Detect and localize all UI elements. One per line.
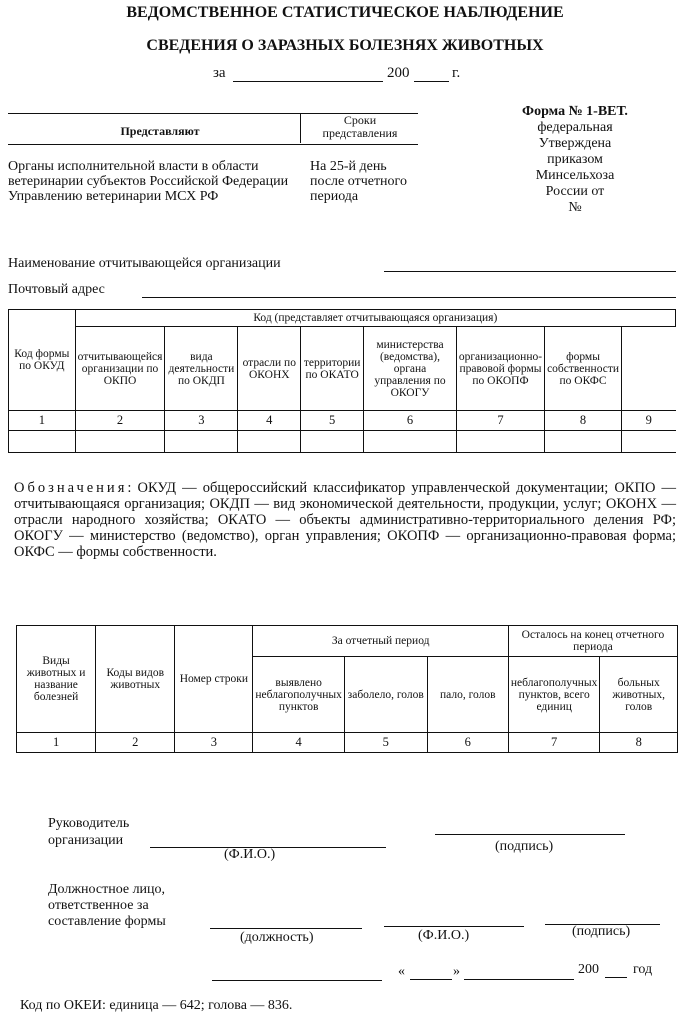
code-col-okopf: организационно-правовой формы по ОКОПФ xyxy=(456,327,544,411)
code-cell-3[interactable] xyxy=(165,431,238,453)
address-field[interactable] xyxy=(142,297,676,298)
main-col-sick: заболело, голов xyxy=(344,657,427,733)
legend-text xyxy=(14,480,676,560)
submit-col1-head: Представляют xyxy=(120,124,200,138)
submit-col1-text: Органы исполнительной власти в области ветеринарии субъектов Российской Федерации Управлению ветеринарии МСХ РФ xyxy=(8,159,289,204)
phone-field[interactable] xyxy=(212,980,382,981)
quote-open: « xyxy=(398,964,405,979)
main-num-1: 1 xyxy=(17,733,96,753)
document-title: ВЕДОМСТВЕННОЕ СТАТИСТИЧЕСКОЕ НАБЛЮДЕНИЕ xyxy=(126,4,564,21)
main-col-animals: больных животных, голов xyxy=(600,657,678,733)
code-num-4: 4 xyxy=(238,411,301,431)
form-info-line4: приказом xyxy=(547,152,603,167)
head-label xyxy=(48,815,129,849)
official-label-line1: Должностное лицо, xyxy=(48,882,166,897)
official-label-line2: ответственное за xyxy=(48,898,149,913)
org-name-label: Наименование отчитывающейся организации xyxy=(8,256,281,271)
official-fio-caption: (Ф.И.О.) xyxy=(418,928,470,943)
month-field[interactable] xyxy=(464,979,574,980)
code-num-8: 8 xyxy=(545,411,622,431)
main-col-row-num: Номер строки xyxy=(175,626,253,733)
code-num-7: 7 xyxy=(456,411,544,431)
submit-col2-text: На 25-й день после отчетного периода xyxy=(310,159,407,204)
legend-body: : ОКУД — общероссийский классификатор управленческой документации; ОКПО — отчитывающаяся организация; ОКДП — вид экономической деятельности, продукции, услуг; ОКОНХ — отрасли народного хозяйства; ОКАТО — объекты административно-территориального деления РФ; ОКОГУ — министерство (ведомство), орган управления; ОКОПФ — организационно-правовая форма; ОКФС — формы собственности. xyxy=(14,480,676,560)
form-info-line5: Минсельхоза xyxy=(535,168,615,183)
code-cell-8[interactable] xyxy=(545,431,622,453)
head-signature-caption: (подпись) xyxy=(495,839,554,854)
main-group-end: Осталось на конец отчетного периода xyxy=(508,626,677,657)
main-num-8: 8 xyxy=(600,733,678,753)
main-num-2: 2 xyxy=(96,733,175,753)
date-year-suffix: год xyxy=(633,962,653,977)
code-col-okpo: отчитывающейся организации по ОКПО xyxy=(75,327,165,411)
org-name-field[interactable] xyxy=(384,271,676,272)
code-col-okato: территории по ОКАТО xyxy=(301,327,364,411)
code-col-okonh: отрасли по ОКОНХ xyxy=(238,327,301,411)
day-field[interactable] xyxy=(410,979,452,980)
official-position-field[interactable] xyxy=(210,928,362,929)
quote-close: » xyxy=(453,964,460,979)
code-num-9: 9 xyxy=(622,411,676,431)
form-info-line3: Утверждена xyxy=(538,136,612,151)
form-info-line2: федеральная xyxy=(537,120,613,135)
code-cell-5[interactable] xyxy=(301,431,364,453)
document-subtitle: СВЕДЕНИЯ О ЗАРАЗНЫХ БОЛЕЗНЯХ ЖИВОТНЫХ xyxy=(146,37,544,54)
main-num-3: 3 xyxy=(175,733,253,753)
submit-col2-head: Сроки представления xyxy=(322,113,398,140)
code-num-2: 2 xyxy=(75,411,165,431)
code-col-extra xyxy=(622,327,676,411)
main-col-codes: Коды видов животных xyxy=(96,626,175,733)
year-suffix: г. xyxy=(452,65,461,81)
date-year-prefix: 200 xyxy=(578,962,599,977)
main-group-period: За отчетный период xyxy=(253,626,509,657)
code-col-okud: Код формы по ОКУД xyxy=(9,310,76,411)
main-col-species: Виды животных и название болезней xyxy=(17,626,96,733)
code-group-header: Код (представляет отчитывающаяся организация) xyxy=(75,310,675,327)
official-signature-caption: (подпись) xyxy=(572,924,631,939)
za-label: за xyxy=(213,65,226,81)
code-cell-4[interactable] xyxy=(238,431,301,453)
form-number: Форма № 1-ВЕТ. xyxy=(522,104,628,119)
form-info-line6: России от xyxy=(545,184,605,199)
code-col-okogu: министерства (ведомства), органа управления по ОКОГУ xyxy=(364,327,457,411)
code-cell-1[interactable] xyxy=(9,431,76,453)
main-num-7: 7 xyxy=(508,733,600,753)
head-fio-caption: (Ф.И.О.) xyxy=(224,847,276,862)
official-fio-field[interactable] xyxy=(384,926,524,927)
main-num-4: 4 xyxy=(253,733,345,753)
form-info xyxy=(490,104,660,216)
official-position-caption: (должность) xyxy=(240,930,314,945)
main-table xyxy=(16,625,678,753)
code-col-okfs: формы собственности по ОКФС xyxy=(545,327,622,411)
head-label-line2: организации xyxy=(48,833,124,848)
code-cell-2[interactable] xyxy=(75,431,165,453)
official-label-line3: составление формы xyxy=(48,914,166,929)
code-cell-7[interactable] xyxy=(456,431,544,453)
main-num-5: 5 xyxy=(344,733,427,753)
official-label xyxy=(48,882,166,930)
code-cell-6[interactable] xyxy=(364,431,457,453)
main-col-dead: пало, голов xyxy=(427,657,508,733)
main-num-6: 6 xyxy=(427,733,508,753)
address-label: Почтовый адрес xyxy=(8,282,105,297)
code-num-1: 1 xyxy=(9,411,76,431)
okei-footer: Код по ОКЕИ: единица — 642; голова — 836. xyxy=(20,998,293,1013)
head-signature-field[interactable] xyxy=(435,834,625,835)
code-col-okdp: вида деятельности по ОКДП xyxy=(165,327,238,411)
code-cell-9[interactable] xyxy=(622,431,676,453)
code-num-3: 3 xyxy=(165,411,238,431)
year-prefix: 200 xyxy=(387,65,410,81)
legend-label: Обозначения xyxy=(14,480,128,496)
head-label-line1: Руководитель xyxy=(48,816,130,831)
date-year-field[interactable] xyxy=(605,977,627,978)
form-info-line7: № xyxy=(568,200,582,215)
code-num-6: 6 xyxy=(364,411,457,431)
code-num-5: 5 xyxy=(301,411,364,431)
main-col-detected: выявлено неблагополучных пунктов xyxy=(253,657,345,733)
code-table xyxy=(8,309,676,453)
main-col-points: неблагополучных пунктов, всего единиц xyxy=(508,657,600,733)
